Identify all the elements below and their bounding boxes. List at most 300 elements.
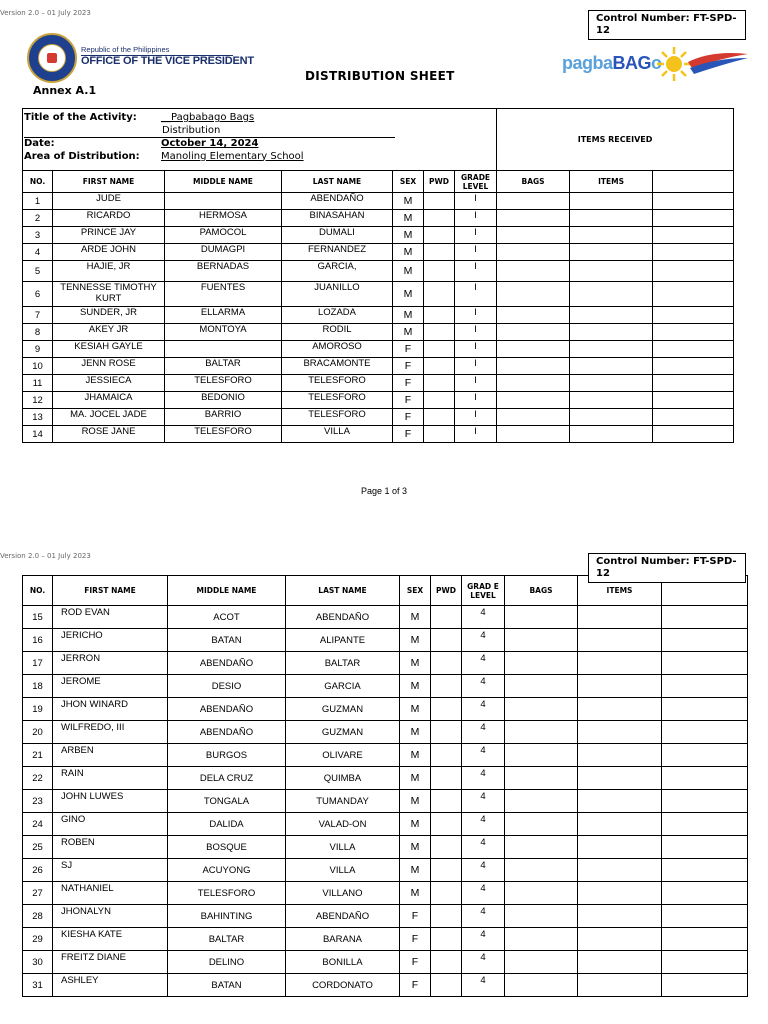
cell-last-name: BALTAR <box>286 652 400 675</box>
cell-bags <box>505 652 578 675</box>
cell-extra <box>653 341 734 358</box>
cell-no: 17 <box>23 652 53 675</box>
annex-label: Annex A.1 <box>33 84 97 97</box>
cell-grade-level: 4 <box>462 859 505 882</box>
activity-info <box>23 109 497 171</box>
cell-sex: M <box>393 244 424 261</box>
cell-extra <box>653 375 734 392</box>
cell-first-name: JHAMAICA <box>53 392 165 409</box>
cell-pwd <box>424 341 455 358</box>
cell-items <box>570 307 653 324</box>
cell-first-name: JESSIECA <box>53 375 165 392</box>
cell-pwd <box>424 375 455 392</box>
table-row <box>23 652 748 675</box>
cell-no: 5 <box>23 261 53 282</box>
distribution-table-page2 <box>22 575 748 997</box>
table-row <box>23 358 734 375</box>
cell-last-name: VILLANO <box>286 882 400 905</box>
cell-bags <box>505 905 578 928</box>
cell-no: 30 <box>23 951 53 974</box>
brand-part-3: o <box>651 53 662 73</box>
cell-middle-name: DELINO <box>168 951 286 974</box>
cell-items <box>570 324 653 341</box>
cell-grade-level: 4 <box>462 767 505 790</box>
cell-grade-level: I <box>455 282 497 307</box>
cell-middle-name: DUMAGPI <box>165 244 282 261</box>
table-row <box>23 721 748 744</box>
cell-sex: M <box>393 227 424 244</box>
cell-no: 22 <box>23 767 53 790</box>
cell-sex: M <box>400 790 431 813</box>
cell-extra <box>653 358 734 375</box>
cell-pwd <box>424 307 455 324</box>
cell-first-name: KIESHA KATE <box>53 928 168 951</box>
version-label: Version 2.0 – 01 July 2023 <box>0 9 91 17</box>
cell-bags <box>497 324 570 341</box>
cell-middle-name: DALIDA <box>168 813 286 836</box>
cell-extra <box>653 282 734 307</box>
cell-grade-level: I <box>455 409 497 426</box>
table-row <box>23 426 734 443</box>
cell-pwd <box>431 767 462 790</box>
cell-first-name: WILFREDO, III <box>53 721 168 744</box>
cell-items <box>570 244 653 261</box>
cell-last-name: GUZMAN <box>286 698 400 721</box>
table-row <box>23 244 734 261</box>
cell-extra <box>653 244 734 261</box>
cell-pwd <box>424 210 455 227</box>
cell-last-name: RODIL <box>282 324 393 341</box>
cell-middle-name: BURGOS <box>168 744 286 767</box>
cell-first-name: ASHLEY <box>53 974 168 997</box>
cell-sex: M <box>400 606 431 629</box>
column-header-extra <box>653 171 734 193</box>
column-header-first-name: FIRST NAME <box>53 576 168 606</box>
table-row <box>23 375 734 392</box>
cell-items <box>578 813 662 836</box>
cell-last-name: JUANILLO <box>282 282 393 307</box>
cell-extra <box>662 721 748 744</box>
cell-sex: M <box>400 882 431 905</box>
cell-extra <box>653 409 734 426</box>
table-row <box>23 675 748 698</box>
table-row <box>23 951 748 974</box>
cell-bags <box>497 375 570 392</box>
office-name: OFFICE OF THE VICE PRESIDENT <box>81 55 254 67</box>
table-row <box>23 193 734 210</box>
cell-sex: F <box>400 905 431 928</box>
cell-no: 2 <box>23 210 53 227</box>
cell-extra <box>653 261 734 282</box>
column-header-pwd: PWD <box>424 171 455 193</box>
cell-last-name: TELESFORO <box>282 375 393 392</box>
cell-middle-name: TELESFORO <box>165 426 282 443</box>
cell-bags <box>497 358 570 375</box>
column-header-middle-name: MIDDLE NAME <box>168 576 286 606</box>
cell-first-name: ARDE JOHN <box>53 244 165 261</box>
table-row <box>23 307 734 324</box>
cell-last-name: BARANA <box>286 928 400 951</box>
cell-grade-level: I <box>455 324 497 341</box>
cell-pwd <box>424 227 455 244</box>
cell-middle-name: BATAN <box>168 629 286 652</box>
cell-last-name: GARCIA, <box>282 261 393 282</box>
table-row <box>23 928 748 951</box>
cell-no: 14 <box>23 426 53 443</box>
cell-first-name: JHONALYN <box>53 905 168 928</box>
cell-sex: F <box>393 375 424 392</box>
activity-row <box>24 112 496 125</box>
cell-bags <box>505 744 578 767</box>
cell-pwd <box>431 813 462 836</box>
page-number: Page 1 of 3 <box>361 486 408 496</box>
cell-grade-level: 4 <box>462 721 505 744</box>
cell-last-name: TUMANDAY <box>286 790 400 813</box>
cell-sex: M <box>393 324 424 341</box>
cell-extra <box>662 629 748 652</box>
cell-sex: M <box>393 307 424 324</box>
cell-grade-level: 4 <box>462 836 505 859</box>
cell-items <box>578 652 662 675</box>
cell-bags <box>497 210 570 227</box>
cell-bags <box>497 426 570 443</box>
cell-pwd <box>431 629 462 652</box>
cell-no: 21 <box>23 744 53 767</box>
cell-bags <box>505 951 578 974</box>
cell-sex: M <box>400 859 431 882</box>
cell-extra <box>653 324 734 341</box>
cell-bags <box>505 813 578 836</box>
cell-no: 29 <box>23 928 53 951</box>
cell-last-name: QUIMBA <box>286 767 400 790</box>
cell-extra <box>662 859 748 882</box>
cell-last-name: BINASAHAN <box>282 210 393 227</box>
cell-grade-level: I <box>455 261 497 282</box>
cell-pwd <box>424 426 455 443</box>
date-label: Date: <box>24 138 55 149</box>
column-header-first-name: FIRST NAME <box>53 171 165 193</box>
cell-bags <box>505 675 578 698</box>
cell-items <box>578 629 662 652</box>
cell-extra <box>662 836 748 859</box>
cell-middle-name: DESIO <box>168 675 286 698</box>
table-row <box>23 882 748 905</box>
cell-items <box>578 836 662 859</box>
cell-bags <box>505 859 578 882</box>
activity-row-2 <box>24 125 395 139</box>
cell-pwd <box>431 905 462 928</box>
cell-middle-name: TELESFORO <box>168 882 286 905</box>
column-header-bags: BAGS <box>497 171 570 193</box>
cell-extra <box>662 790 748 813</box>
cell-grade-level: 4 <box>462 974 505 997</box>
cell-extra <box>662 744 748 767</box>
column-header-sex: SEX <box>400 576 431 606</box>
cell-middle-name: ABENDAÑO <box>168 652 286 675</box>
cell-first-name: GINO <box>53 813 168 836</box>
cell-grade-level: 4 <box>462 813 505 836</box>
cell-sex: M <box>400 744 431 767</box>
cell-extra <box>662 698 748 721</box>
items-received-header: ITEMS RECEIVED <box>497 109 734 171</box>
cell-first-name: ARBEN <box>53 744 168 767</box>
cell-no: 6 <box>23 282 53 307</box>
cell-pwd <box>424 392 455 409</box>
cell-middle-name: TONGALA <box>168 790 286 813</box>
cell-extra <box>653 426 734 443</box>
cell-grade-level: I <box>455 358 497 375</box>
cell-first-name: KESIAH GAYLE <box>53 341 165 358</box>
table-row <box>23 629 748 652</box>
cell-sex: F <box>393 409 424 426</box>
table-row <box>23 698 748 721</box>
cell-extra <box>662 813 748 836</box>
cell-grade-level: I <box>455 375 497 392</box>
cell-last-name: FERNANDEZ <box>282 244 393 261</box>
cell-grade-level: 4 <box>462 606 505 629</box>
cell-first-name: MA. JOCEL JADE <box>53 409 165 426</box>
date-row <box>24 138 496 151</box>
cell-middle-name: PAMOCOL <box>165 227 282 244</box>
cell-last-name: BONILLA <box>286 951 400 974</box>
cell-grade-level: I <box>455 341 497 358</box>
cell-extra <box>662 928 748 951</box>
cell-bags <box>505 721 578 744</box>
cell-no: 10 <box>23 358 53 375</box>
cell-last-name: VILLA <box>286 859 400 882</box>
cell-grade-level: I <box>455 244 497 261</box>
cell-grade-level: 4 <box>462 652 505 675</box>
control-number-box-page2: Control Number: FT-SPD-12 <box>588 553 746 583</box>
table-row <box>23 836 748 859</box>
cell-last-name: VALAD-ON <box>286 813 400 836</box>
cell-bags <box>497 227 570 244</box>
table-row <box>23 210 734 227</box>
cell-extra <box>662 652 748 675</box>
cell-grade-level: 4 <box>462 928 505 951</box>
cell-middle-name: ACOT <box>168 606 286 629</box>
cell-bags <box>497 409 570 426</box>
cell-sex: F <box>400 974 431 997</box>
cell-pwd <box>431 974 462 997</box>
cell-last-name: ABENDAÑO <box>282 193 393 210</box>
cell-first-name: JHON WINARD <box>53 698 168 721</box>
cell-first-name: HAJIE, JR <box>53 261 165 282</box>
cell-items <box>578 859 662 882</box>
cell-bags <box>497 341 570 358</box>
table-row <box>23 813 748 836</box>
cell-bags <box>505 836 578 859</box>
cell-pwd <box>431 882 462 905</box>
cell-middle-name: MONTOYA <box>165 324 282 341</box>
cell-sex: M <box>400 629 431 652</box>
column-header-no: NO. <box>23 171 53 193</box>
cell-no: 1 <box>23 193 53 210</box>
cell-middle-name: BAHINTING <box>168 905 286 928</box>
column-header-middle-name: MIDDLE NAME <box>165 171 282 193</box>
cell-extra <box>653 227 734 244</box>
cell-bags <box>505 767 578 790</box>
cell-last-name: VILLA <box>286 836 400 859</box>
cell-pwd <box>431 652 462 675</box>
cell-pwd <box>431 675 462 698</box>
cell-sex: F <box>393 341 424 358</box>
cell-no: 8 <box>23 324 53 341</box>
cell-pwd <box>424 282 455 307</box>
cell-items <box>578 905 662 928</box>
cell-first-name: ROD EVAN <box>53 606 168 629</box>
table-row <box>23 606 748 629</box>
column-header-no: NO. <box>23 576 53 606</box>
cell-middle-name: BERNADAS <box>165 261 282 282</box>
table-row <box>23 282 734 307</box>
cell-sex: M <box>393 261 424 282</box>
cell-extra <box>653 210 734 227</box>
cell-last-name: VILLA <box>282 426 393 443</box>
cell-no: 11 <box>23 375 53 392</box>
cell-grade-level: 4 <box>462 790 505 813</box>
cell-middle-name <box>165 193 282 210</box>
cell-items <box>570 227 653 244</box>
cell-bags <box>497 193 570 210</box>
cell-items <box>578 698 662 721</box>
cell-extra <box>662 974 748 997</box>
cell-no: 18 <box>23 675 53 698</box>
cell-items <box>578 675 662 698</box>
cell-sex: F <box>400 928 431 951</box>
cell-extra <box>662 767 748 790</box>
cell-grade-level: 4 <box>462 698 505 721</box>
cell-items <box>578 744 662 767</box>
cell-items <box>578 974 662 997</box>
cell-items <box>570 341 653 358</box>
cell-no: 12 <box>23 392 53 409</box>
control-number-box: Control Number: FT-SPD-12 <box>588 10 746 40</box>
table-row <box>23 859 748 882</box>
cell-pwd <box>424 409 455 426</box>
cell-pwd <box>431 859 462 882</box>
cell-grade-level: I <box>455 227 497 244</box>
area-label: Area of Distribution: <box>24 150 140 162</box>
cell-first-name: FREITZ DIANE <box>53 951 168 974</box>
cell-grade-level: 4 <box>462 951 505 974</box>
column-header-grade-level: GRADE LEVEL <box>455 171 497 193</box>
date-value: October 14, 2024 <box>161 138 259 149</box>
cell-middle-name: FUENTES <box>165 282 282 307</box>
cell-middle-name: BATAN <box>168 974 286 997</box>
table-row <box>23 227 734 244</box>
cell-items <box>578 606 662 629</box>
cell-first-name: JENN ROSE <box>53 358 165 375</box>
pagbabago-logo <box>562 53 662 74</box>
cell-pwd <box>424 358 455 375</box>
cell-middle-name: ACUYONG <box>168 859 286 882</box>
sun-flag-icon <box>652 44 750 84</box>
table-row <box>23 324 734 341</box>
area-value: Manoling Elementary School <box>161 150 304 162</box>
cell-grade-level: 4 <box>462 882 505 905</box>
table-row <box>23 744 748 767</box>
cell-bags <box>497 307 570 324</box>
cell-pwd <box>424 261 455 282</box>
cell-no: 28 <box>23 905 53 928</box>
cell-items <box>570 426 653 443</box>
brand-part-1: pagba <box>562 53 613 73</box>
cell-items <box>570 282 653 307</box>
cell-sex: M <box>400 836 431 859</box>
cell-middle-name: ABENDAÑO <box>168 721 286 744</box>
cell-bags <box>505 606 578 629</box>
cell-sex: F <box>393 358 424 375</box>
activity-value: __Pagbabago Bags <box>161 112 255 123</box>
cell-middle-name: ABENDAÑO <box>168 698 286 721</box>
cell-extra <box>653 193 734 210</box>
cell-extra <box>662 675 748 698</box>
activity-value-2: Distribution <box>162 124 221 136</box>
cell-middle-name: BALTAR <box>165 358 282 375</box>
column-header-bags: BAGS <box>505 576 578 606</box>
cell-first-name: SUNDER, JR <box>53 307 165 324</box>
cell-first-name: JOHN LUWES <box>53 790 168 813</box>
cell-no: 24 <box>23 813 53 836</box>
cell-last-name: BRACAMONTE <box>282 358 393 375</box>
cell-no: 4 <box>23 244 53 261</box>
table-body <box>23 193 734 443</box>
cell-sex: M <box>393 210 424 227</box>
cell-middle-name: DELA CRUZ <box>168 767 286 790</box>
cell-sex: F <box>393 392 424 409</box>
cell-no: 13 <box>23 409 53 426</box>
cell-no: 23 <box>23 790 53 813</box>
table-row <box>23 767 748 790</box>
cell-first-name: JUDE <box>53 193 165 210</box>
page-title: DISTRIBUTION SHEET <box>305 69 455 83</box>
table-body-page2 <box>23 606 748 997</box>
cell-extra <box>662 951 748 974</box>
table-row <box>23 974 748 997</box>
cell-last-name: GARCIA <box>286 675 400 698</box>
cell-pwd <box>431 836 462 859</box>
cell-bags <box>505 698 578 721</box>
cell-bags <box>505 882 578 905</box>
column-header-items: ITEMS <box>578 576 662 606</box>
cell-first-name: RAIN <box>53 767 168 790</box>
cell-bags <box>505 974 578 997</box>
cell-items <box>578 767 662 790</box>
cell-items <box>570 375 653 392</box>
table-row <box>23 790 748 813</box>
cell-items <box>578 721 662 744</box>
cell-bags <box>505 790 578 813</box>
cell-first-name: JERICHO <box>53 629 168 652</box>
cell-grade-level: I <box>455 210 497 227</box>
cell-no: 9 <box>23 341 53 358</box>
cell-items <box>578 790 662 813</box>
cell-grade-level: 4 <box>462 675 505 698</box>
cell-last-name: TELESFORO <box>282 392 393 409</box>
cell-pwd <box>431 606 462 629</box>
cell-items <box>578 928 662 951</box>
cell-no: 25 <box>23 836 53 859</box>
cell-last-name: TELESFORO <box>282 409 393 426</box>
cell-first-name: PRINCE JAY <box>53 227 165 244</box>
cell-first-name: RICARDO <box>53 210 165 227</box>
cell-pwd <box>424 193 455 210</box>
cell-first-name: JEROME <box>53 675 168 698</box>
cell-first-name: ROBEN <box>53 836 168 859</box>
cell-last-name: AMOROSO <box>282 341 393 358</box>
cell-pwd <box>431 698 462 721</box>
